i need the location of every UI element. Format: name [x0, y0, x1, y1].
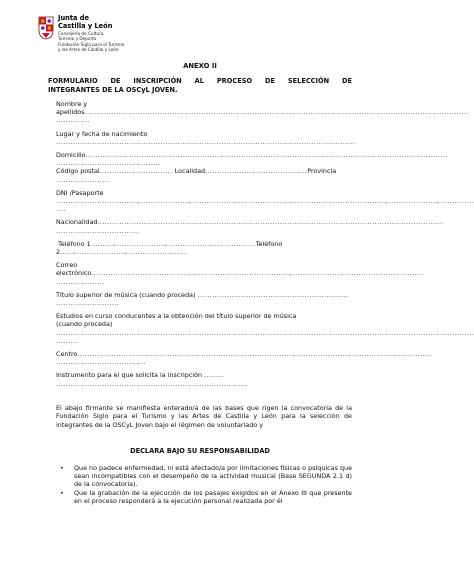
email-field[interactable]: [56, 261, 425, 286]
fill-dots: .....................................: [56, 358, 146, 367]
fill-dots: ....: [56, 205, 66, 214]
fill-dots: ...................................................................: [92, 239, 256, 248]
fill-dots: ....................: [56, 277, 105, 286]
fill-dots: ..............................................................................................................................................................: [84, 108, 469, 117]
fill-dots: ..........................: [56, 299, 120, 308]
fill-dots: ............................................................................................................................................................................: [56, 197, 474, 206]
form-fields: [56, 100, 474, 388]
fill-dots: ............................................................................................................................................................................: [56, 328, 474, 337]
field-label: Centro: [56, 350, 78, 359]
field-label: Correo: [56, 261, 78, 270]
field-label: Localidad: [174, 167, 206, 176]
fill-dots: .........: [56, 336, 78, 345]
postcode-locality-province-field[interactable]: [56, 167, 352, 183]
list-item: [60, 489, 352, 505]
fill-dots: ...............................................................................: [56, 379, 249, 388]
nationality-field[interactable]: [56, 218, 443, 235]
fill-dots: ........: [204, 371, 224, 380]
bullet-text: Que la grabación de la ejecución de los pasajes exigidos en el Anexo III que presente en el proceso responderá a la ejecución personal realizada por él: [74, 488, 352, 505]
field-label: Lugar y fecha de nacimiento: [56, 129, 148, 138]
logo-subtitle-line: Fundación Siglo para el Turismo: [58, 41, 125, 47]
studies-field[interactable]: [56, 312, 474, 345]
fill-dots: ..............................................................: [197, 290, 349, 299]
logo-title: [58, 14, 112, 30]
field-label: apellidos: [56, 108, 85, 117]
fill-dots: ...........................................: [56, 159, 161, 168]
logo-subtitle-line: Consejería de Cultura,: [58, 31, 105, 36]
coat-of-arms-icon: [38, 16, 54, 40]
fill-dots: ..........................................: [205, 167, 308, 176]
name-field[interactable]: [56, 100, 469, 125]
field-label: Estudios en curso conducentes a la obtención del título superior de música: [56, 312, 297, 321]
id-field[interactable]: [56, 188, 474, 214]
declares-heading: DECLARA BAJO SU RESPONSABILIDAD: [130, 447, 270, 455]
fill-dots: ....................................................: [60, 248, 187, 257]
field-label: DNI /Pasaporte: [56, 188, 104, 197]
declaration-bullets: [60, 464, 352, 505]
field-label: Provincia: [307, 167, 337, 176]
field-label: Nacionalidad: [56, 218, 98, 227]
fill-dots: ..............................................................................................................................................: [97, 218, 443, 227]
declaration-paragraph: El abajo firmante se manifiesta enterado/a de las bases que rigen la convocatoria de la Fundación Siglo para el Turismo y las Artes de Castilla y León para la selección de integrantes de la OSCyL Joven bajo el régimen de voluntariado y: [56, 404, 352, 429]
field-label: Instrumento para el que solicita la inscripción: [56, 371, 203, 380]
field-label: 2: [56, 248, 61, 257]
annex-title: ANEXO II: [183, 62, 217, 70]
logo-title-line: Junta de: [58, 14, 89, 22]
field-label: Domicilio: [56, 151, 86, 160]
fill-dots: ..................................: [56, 226, 139, 235]
list-item: [60, 464, 352, 489]
fill-dots: .....................................................................................................................................................: [85, 151, 448, 160]
field-label: Título superior de música (cuando proceda): [56, 290, 196, 299]
bullet-text: Que no padece enfermedad, ni está afectado/a por limitaciones físicas o psíquicas que sean incompatibles con el desempeño de la actividad musical (Base SEGUNDA 2.1 d) de la convocatoria).: [74, 464, 352, 489]
fill-dots: ...........................................................................................................................: [56, 137, 356, 146]
logo-subtitle-line: Turismo y Deporte: [58, 36, 97, 42]
fill-dots: ......................: [56, 175, 110, 184]
form-title: [48, 77, 352, 94]
logo-subtitle: [58, 31, 198, 53]
degree-field[interactable]: [56, 291, 352, 307]
instrument-field[interactable]: [56, 371, 352, 387]
address-field[interactable]: [56, 151, 448, 168]
birth-field[interactable]: [56, 129, 356, 146]
field-label: Teléfono: [255, 239, 283, 248]
logo-subtitle-line: y las Artes de Castilla y León: [58, 47, 119, 53]
field-label: (cuando proceda): [56, 320, 113, 329]
phone-field[interactable]: [56, 240, 352, 256]
bullet-icon: •: [60, 464, 64, 472]
field-label: Nombre y: [56, 100, 88, 108]
field-label: electrónico: [56, 269, 92, 278]
field-label: Código postal: [56, 167, 100, 176]
form-title-line: INTEGRANTES DE LA OSCyL JOVEN.: [48, 85, 178, 94]
fill-dots: ..............: [56, 116, 91, 125]
fill-dots: ..................................................................................................................................................: [77, 350, 433, 359]
form-title-line: FORMULARIO DE INSCRIPCIÓN AL PROCESO DE SELECCIÓN DE: [48, 77, 352, 85]
fill-dots: .........................................................................................................................................: [91, 269, 425, 278]
bullet-icon: •: [60, 488, 64, 497]
field-label: Teléfono 1: [58, 239, 91, 248]
fill-dots: ..............................: [99, 167, 173, 176]
center-field[interactable]: [56, 350, 433, 367]
logo-title-line: Castilla y León: [58, 22, 113, 30]
